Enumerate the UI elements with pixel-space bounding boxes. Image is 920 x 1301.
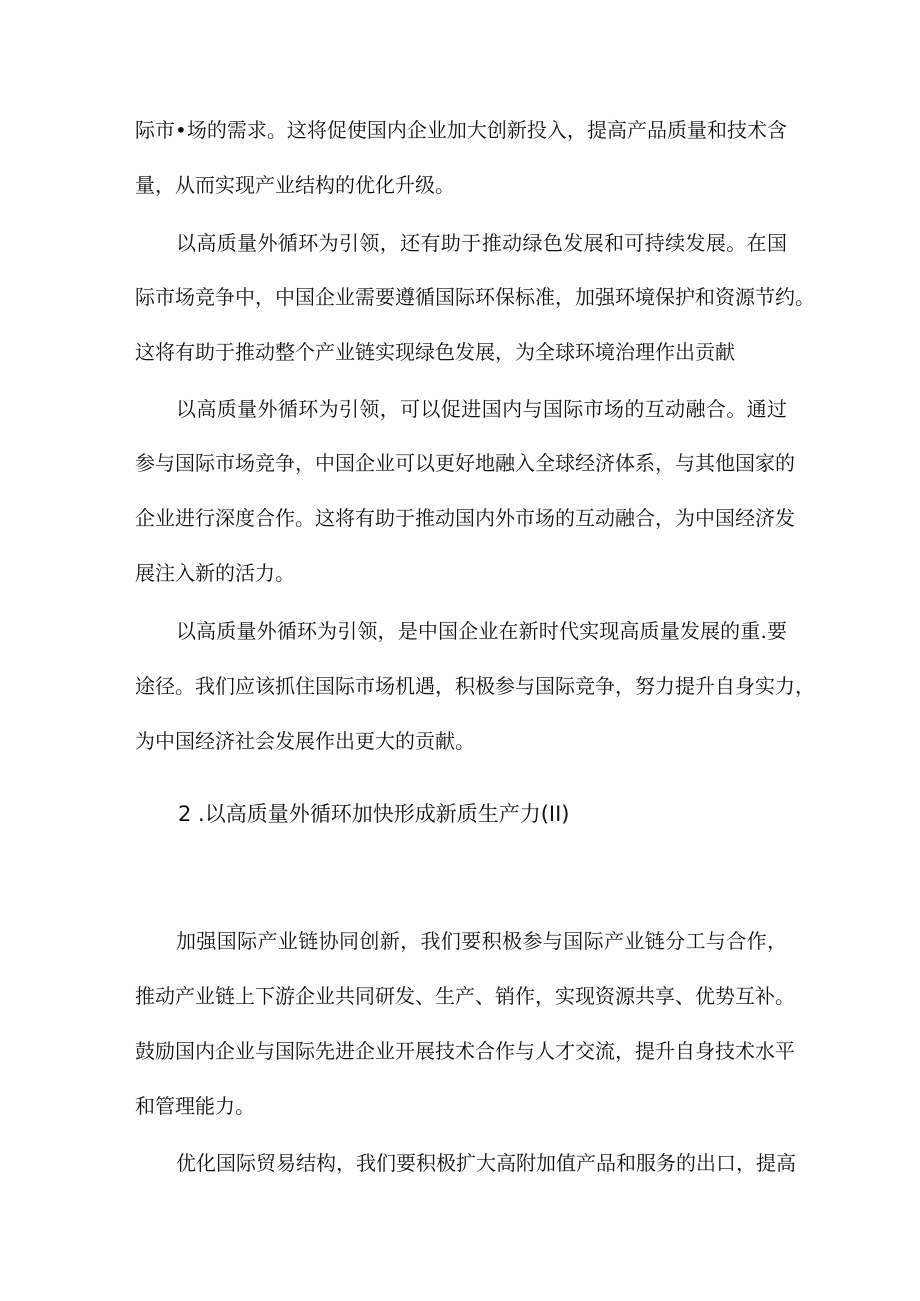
text-line: 际市场竞争中，中国企业需要遵循国际环保标准，加强环境保护和资源节约。 [135, 285, 815, 309]
text-line: 和管理能力。 [135, 1094, 255, 1118]
text-line: 量，从而实现产业结构的优化升级。 [135, 173, 455, 197]
text-line: 加强国际产业链协同创新，我们要积极参与国际产业链分工与合作， [176, 929, 787, 953]
text-line: 为中国经济社会发展作出更大的贡献。 [135, 729, 475, 753]
text-line: 途径。我们应该抓住国际市场机遇，积极参与国际竞争，努力提升自身实力， [135, 674, 815, 698]
text-line: 企业进行深度合作。这将有助于推动国内外市场的互动融合，为中国经济发 [135, 506, 795, 530]
text-line: 以高质量外循环为引领，可以促进国内与国际市场的互动融合。通过 [176, 397, 787, 421]
text-line: 参与国际市场竞争，中国企业可以更好地融入全球经济体系，与其他国家的 [135, 451, 795, 475]
text-line: 推动产业链上下游企业共同研发、生产、销作，实现资源共享、优势互补。 [135, 984, 795, 1008]
text-line: 以高质量外循环为引领，是中国企业在新时代实现高质量发展的重.要 [176, 619, 787, 643]
section-heading: 2 .以高质量外循环加快形成新质生产力(II) [178, 802, 570, 826]
text-line: 优化国际贸易结构，我们要积极扩大高附加值产品和服务的出口，提高 [176, 1151, 796, 1175]
text-line: 展注入新的活力。 [135, 561, 295, 585]
text-line: 际市•场的需求。这将促使国内企业加大创新投入，提高产品质量和技术含 [135, 118, 787, 142]
text-line: 这将有助于推动整个产业链实现绿色发展，为全球环境治理作出贡献 [135, 340, 735, 364]
text-line: 鼓励国内企业与国际先进企业开展技术合作与人才交流，提升自身技术水平 [135, 1039, 795, 1063]
text-line: 以高质量外循环为引领，还有助于推动绿色发展和可持续发展。在国 [176, 231, 787, 255]
